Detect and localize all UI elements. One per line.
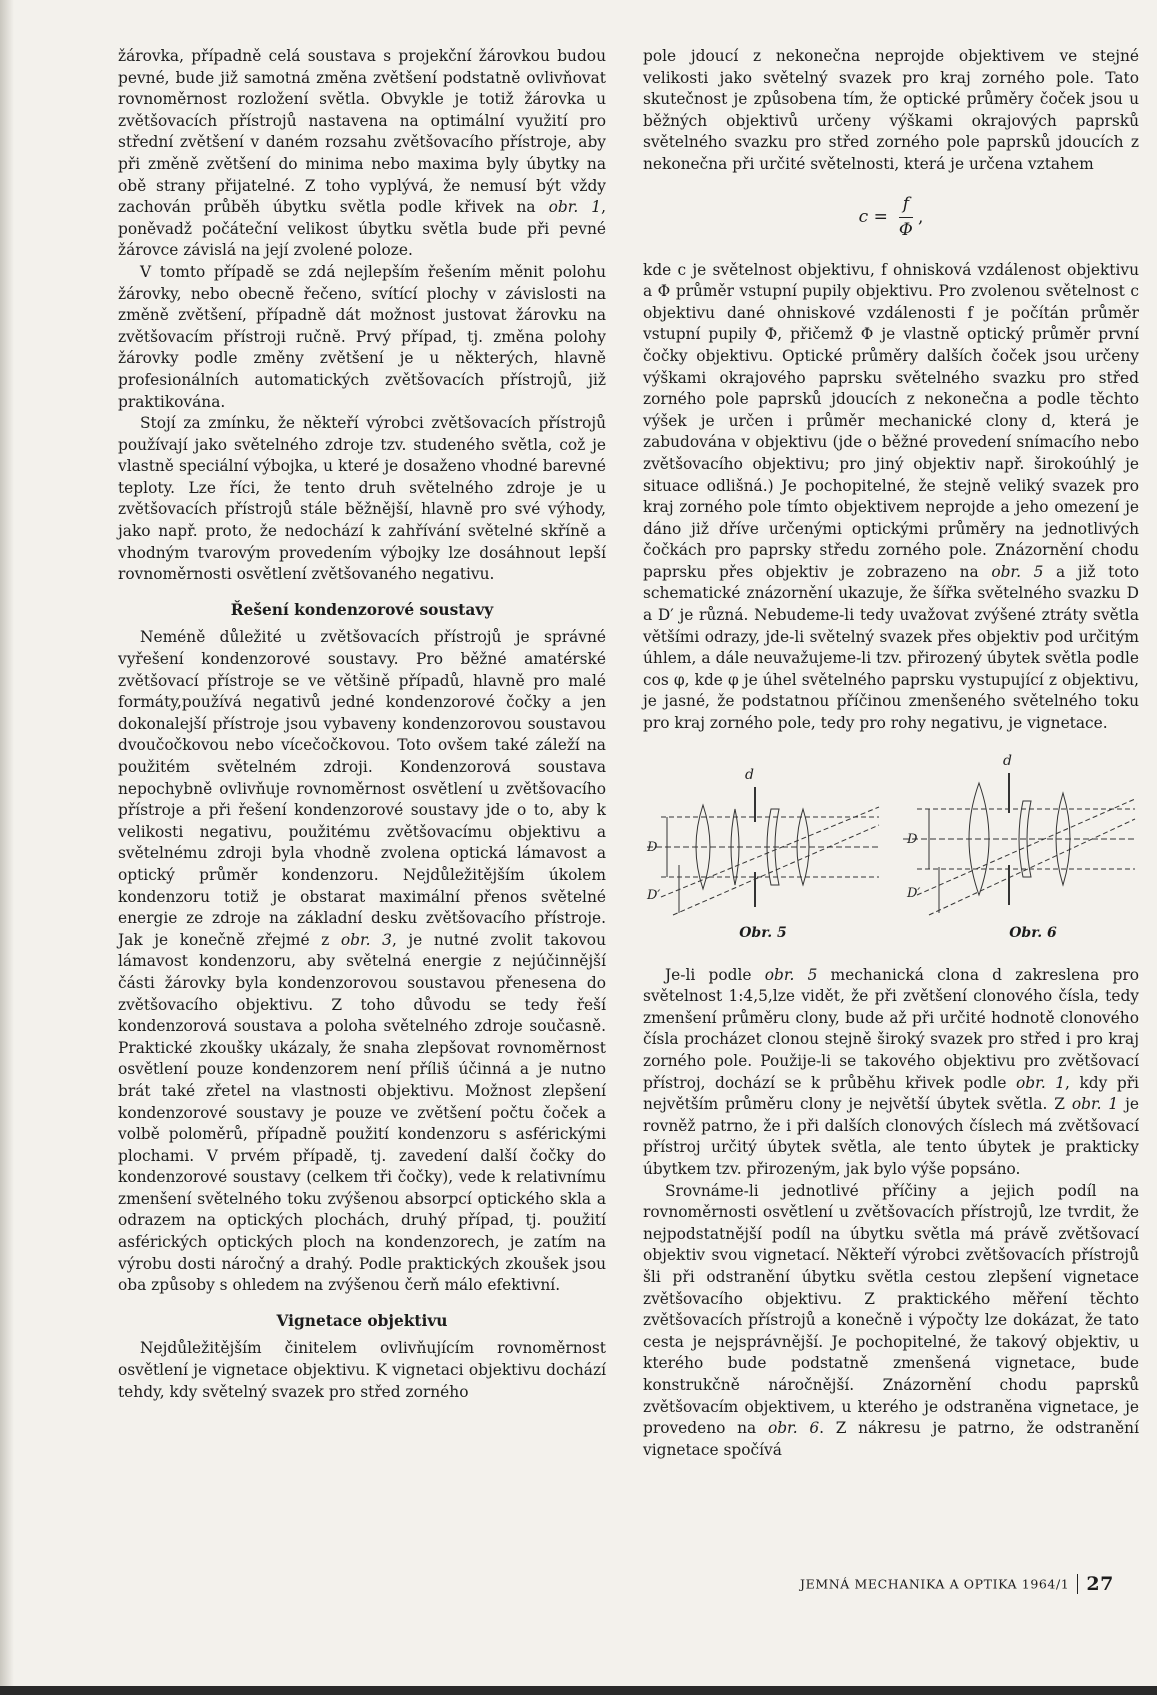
figure-reference: obr. 5 <box>764 965 818 984</box>
paragraph <box>643 260 1139 735</box>
figure-caption: Obr. 6 <box>1009 924 1057 941</box>
text: . Z nákresu je patrno, že odstranění vignetace spočívá <box>643 1419 1139 1459</box>
left-column <box>118 46 606 1403</box>
page-footer <box>800 1573 1130 1595</box>
figure-reference: obr. 3 <box>340 930 392 949</box>
figure-5 <box>643 747 883 941</box>
ray <box>929 819 1135 915</box>
paragraph <box>643 1181 1139 1462</box>
label-D-prime: D′ <box>907 885 921 901</box>
text: , kdy při největším průměru clony je největší úbytek světla. Z <box>643 1073 1139 1114</box>
figure-reference: obr. 1 <box>548 198 602 217</box>
text: žárovka, případně celá soustava s projekční žárovkou budou pevné, bude již samotná změna zvětšení podstatně ovlivňovat rovnoměrnost rozložení světla. Obvykle je totiž žárovka u zvětšovacích přístrojů nastavena na optimální využití pro střední zvětšení v daném rozsahu zvětšovacího přístroje, aby při změně zvětšení do minima nebo maxima byly úbytky na obě strany přijatelné. Z toho vyplývá, že nemusí být vždy zachován průběh úbytku světla podle křivek na <box>118 47 606 217</box>
paragraph <box>118 627 606 1296</box>
label-D: D <box>647 839 658 855</box>
paragraph <box>118 46 606 262</box>
text: Srovnáme-li jednotlivé příčiny a jejich podíl na rovnoměrnosti osvětlení u zvětšovacích přístrojů, lze tvrdit, že nejpodstatnější podíl na úbytku světla má právě zvětšovací objektiv svou vignetací. Někteří výrobci zvětšovacích přístrojů šli při odstranění úbytku světla cestou zlepšení vignetace zvětšovacího objektivu. Z praktického měření těchto zvětšovacích přístrojů a konečně i výpočty lze dokázat, že tato cesta je nejsprávnější. Je pochopitelné, že takový objektiv, u kterého bude podstatně zmenšená vignetace, bude konstrukčně náročnější. Znázornění chodu paprsků zvětšovacím objektivem, u kterého je odstraněna vignetace, je provedeno na <box>643 1181 1139 1438</box>
ray <box>917 799 1135 895</box>
text: , je nutné zvolit takovou lámavost kondenzoru, aby světelná energie z nejúčinnější části žárovky byla kondenzorovou soustavou přenesena do zvětšovacího objektivu. Z toho důvodu se tedy řeší kondenzorová soustava a poloha světelného zdroje současně. Praktické zkoušky ukázaly, že snaha zlepšovat rovnoměrnost osvětlení pouze kondenzorem není příliš účinná a je nutno brát také zřetel na vlastnosti objektivu. Možnost zlepšení kondenzorové soustavy je pouze ve zvětšení počtu čoček a volbě poloměrů, případně použití kondenzoru s asférickými plochami. V prvém případě, tj. zavedení další čočky do kondenzorové soustavy (celkem tři čočky), vede k relativnímu zmenšení světelného toku zvýšenou absorpcí optického skla a odrazem na optických plochách, druhý případ, tj. použití asférických optických ploch na kondenzorech, je zatím na výrobu dosti náročný a drahý. Podle praktických zkoušek jsou oba způsoby s ohledem na zvýšenou čerň málo efektivní. <box>118 930 606 1295</box>
formula-numerator: f <box>899 194 913 219</box>
scan-bottom-edge <box>0 1686 1157 1695</box>
formula-lhs: c = <box>858 206 888 227</box>
formula-denominator: Φ <box>898 220 913 241</box>
text: je rovněž patrno, že i při dalších clonových číslech má zvětšovací přístroj určitý úbytek světla, ale tento úbytek je prakticky úbytkem tzv. přirozeným, jak bylo výše popsáno. <box>643 1095 1139 1178</box>
label-D: D <box>907 831 918 847</box>
label-d: d <box>745 766 754 783</box>
footer-divider <box>1077 1574 1078 1594</box>
label-d: d <box>1003 752 1012 769</box>
formula <box>643 193 1139 241</box>
ray <box>661 807 879 897</box>
formula-tail: , <box>917 206 924 227</box>
figure-caption: Obr. 5 <box>739 924 787 941</box>
paragraph: pole jdoucí z nekonečna neprojde objektivem ve stejné velikosti jako světelný svazek pro kraj zorného pole. Tato skutečnost je způsobena tím, že optické průměry čoček jsou u běžných objektivů určeny výškami okrajových paprsků světelného svazku pro střed zorného pole paprsků jdoucích z nekonečna při určité světelnosti, která je určena vztahem <box>643 47 1139 173</box>
figure-reference: obr. 6 <box>767 1419 820 1438</box>
section-heading: Vignetace objektivu <box>276 1311 448 1330</box>
formula-fraction <box>899 194 913 242</box>
right-column <box>643 46 1139 1461</box>
text: Neméně důležité u zvětšovacích přístrojů je správné vyřešení kondenzorové soustavy. Pro běžné amatérské zvětšovací přístroje se ve většině případů, hlavně pro malé formáty,používá negativů jedné kondenzorové čočky a jen dokonalejší přístroje jsou vybaveny kondenzorovou soustavou dvoučočkovou nebo vícečočkovou. Toto ovšem také záleží na použitém světelném zdroji. Kondenzorová soustava nepochybně ovlivňuje rovnoměrnost osvětlení u zvětšovacího přístroje a při řešení kondenzorové soustavy jde o to, aby k velikosti negativu, použitému zvětšovacímu objektivu a světelnému zdroji byla vhodně zvolena optická lámavost a optický průměr kondenzoru. Nejdůležitějším úkolem kondenzoru totiž je obstarat maximální přenos světelné energie ze zdroje na základní desku zvětšovacího přístroje. Jak je konečně zřejmé z <box>118 628 606 949</box>
text: kde c je světelnost objektivu, f ohnisková vzdálenost objektivu a Φ průměr vstupní pupily objektivu. Pro zvolenou světelnost c objektivu dané ohniskové vzdálenosti f je počítán průměr vstupní pupily Φ, přičemž Φ je vlastně optický průměr první čočky objektivu. Optické průměry dalších čoček jsou určeny výškami okrajového paprsku světelného svazku pro střed zorného pole paprsků jdoucích z nekonečna a podle těchto výšek je určen i průměr mechanické clony d, která je zabudována v objektivu (jde o běžné provedení snímacího nebo zvětšovacího objektivu; pro jiný objektiv např. širokoúhlý je situace odlišná.) Je pochopitelné, že stejně veliký svazek pro kraj zorného pole tímto objektivem neprojde a jeho omezení je dáno již dříve určenými optickými průměry na jednotlivých čočkách pro paprsky středu zorného pole. Znázornění chodu paprsku přes objektiv je zobrazeno na <box>643 260 1139 581</box>
figure-reference: obr. 1 <box>1071 1095 1119 1114</box>
text: mechanická clona d zakreslena pro světelnost 1:4,5,lze vidět, že při zvětšení clonového čísla, tedy zmenšení průměru clony, bude až při určité hodnotě clonového čísla procházet clonou stejně široký svazek pro střed i pro kraj zorného pole. Použije-li se takového objektivu pro zvětšovací přístroj, dochází se k průběhu křivek podle <box>643 965 1139 1092</box>
text: , poněvadž počáteční velikost úbytku světla bude při pevné žárovce závislá na její zvolené poloze. <box>118 198 606 260</box>
paragraph: Stojí za zmínku, že někteří výrobci zvětšovacích přístrojů používají jako světelného zdroje tzv. studeného světla, což je vlastně speciální výbojka, u které je dosaženo vhodné barevné teploty. Lze říci, že tento druh světelného zdroje je u zvětšovacích přístrojů stále běžnější, hlavně pro své výhody, jako např. proto, že nedochází k zahřívání světelné skříně a vhodným tvarovým provedením výbojky lze dosáhnout lepší rovnoměrnosti osvětlení zvětšovaného negativu. <box>118 414 606 584</box>
figure-6 <box>899 747 1139 941</box>
paragraph <box>643 965 1139 1181</box>
text: Je-li podle <box>665 965 765 984</box>
page-edge-shadow <box>0 0 14 1695</box>
figure-reference: obr. 1 <box>1016 1073 1066 1092</box>
label-D-prime: D′ <box>647 887 661 903</box>
figure-reference: obr. 5 <box>991 562 1044 581</box>
figures <box>643 747 1139 957</box>
text: a již toto schematické znázornění ukazuje, že šířka světelného svazku D a D′ je různá. Nebudeme-li tedy uvažovat zvýšené ztráty světla většími odrazy, jde-li světelný svazek přes objektiv pod určitým úhlem, a dále neuvažujeme-li tzv. přirozený úbytek světla podle cos φ, kde φ je úhel světelného paprsku vystupující z objektivu, je jasné, že podstatnou příčinou zmenšeného světelného toku pro kraj zorného pole, tedy pro rohy negativu, je vignetace. <box>643 562 1139 733</box>
page-number: 27 <box>1086 1573 1114 1595</box>
lens-diagram-5 <box>643 747 883 917</box>
paragraph: Nejdůležitějším činitelem ovlivňujícím rovnoměrnost osvětlení je vignetace objektivu. K vignetaci objektivu dochází tehdy, kdy světelný svazek pro střed zorného <box>118 1339 606 1401</box>
journal-name: JEMNÁ MECHANIKA A OPTIKA 1964/1 <box>800 1576 1070 1592</box>
lens-diagram-6 <box>899 747 1139 917</box>
paragraph: V tomto případě se zdá nejlepším řešením měnit polohu žárovky, nebo obecně řečeno, svítící plochy v závislosti na změně zvětšení, případně dát možnost justovat žárovku na zvětšovacím přístroji ručně. Prvý případ, tj. změna polohy žárovky podle změny zvětšení je u některých, hlavně profesionálních automatických zvětšovacích přístrojů, již praktikována. <box>118 262 606 411</box>
section-heading: Řešení kondenzorové soustavy <box>230 600 494 619</box>
